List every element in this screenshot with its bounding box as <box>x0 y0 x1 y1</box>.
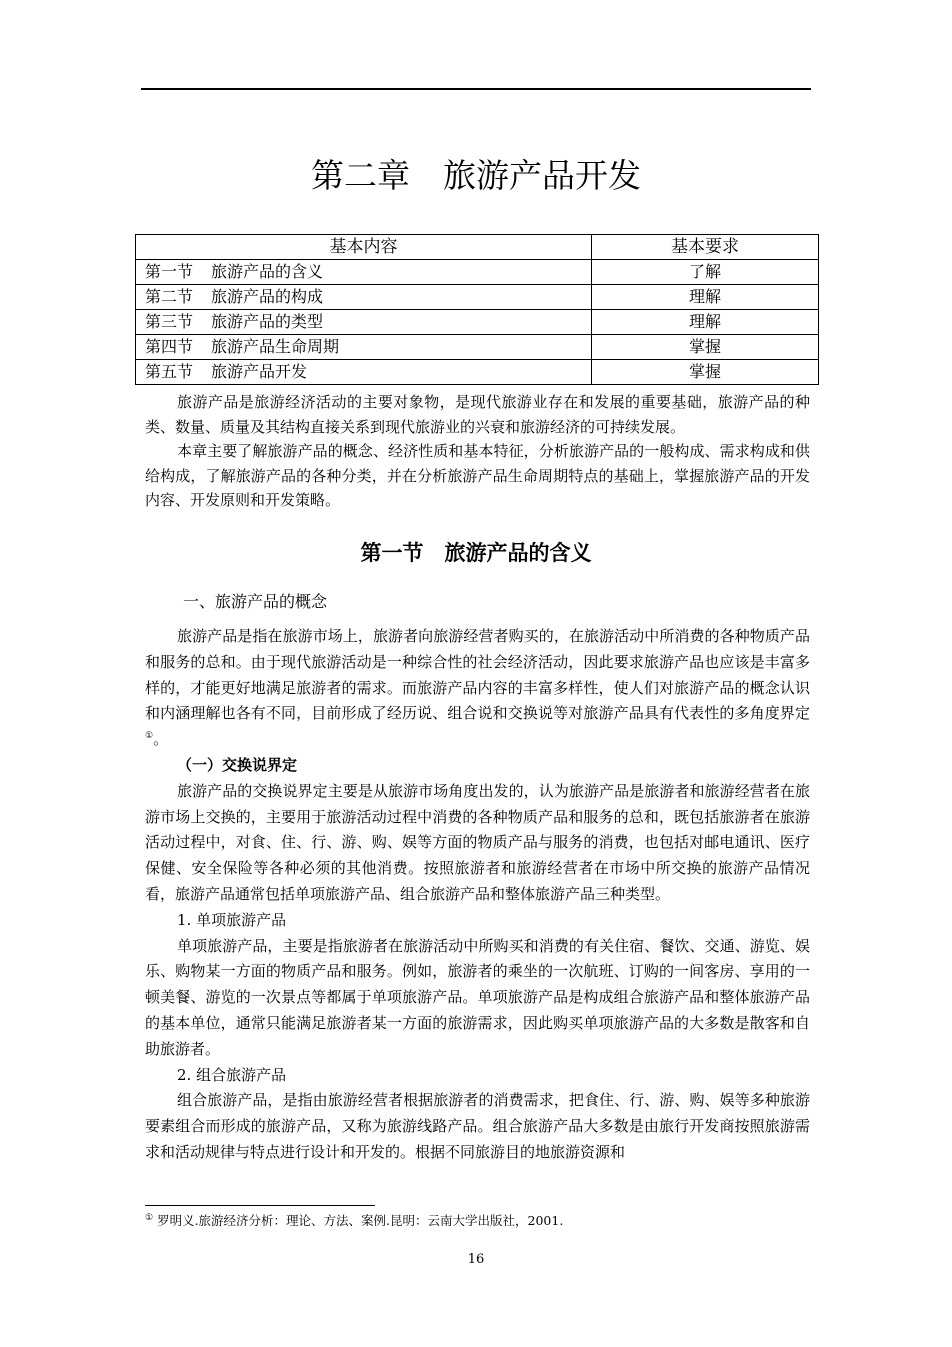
section-number: 第三节 <box>145 312 194 331</box>
table-row <box>136 360 819 385</box>
requirement-cell: 掌握 <box>592 335 819 360</box>
main-text <box>145 624 810 1166</box>
section-number: 第五节 <box>145 362 194 381</box>
table-row <box>136 310 819 335</box>
content-cell <box>136 360 592 385</box>
content-cell <box>136 335 592 360</box>
item-paragraph: 单项旅游产品，主要是指旅游者在旅游活动中所购买和消费的有关住宿、餐饮、交通、游览、娱乐、购物某一方面的物质产品和服务。例如，旅游者的乘坐的一次航班、订购的一间客房、享用的一顿美餐、游览的一次景点等都属于单项旅游产品。单项旅游产品是构成组合旅游产品和整体旅游产品的基本单位，通常只能满足旅游者某一方面的旅游需求，因此购买单项旅游产品的大多数是散客和自助旅游者。 <box>145 936 810 1058</box>
item-title: 2. 组合旅游产品 <box>177 1065 287 1084</box>
section-topic: 旅游产品开发 <box>211 362 308 381</box>
footnote-rule <box>145 1205 375 1206</box>
requirement-cell: 理解 <box>592 285 819 310</box>
item-title: 1. 单项旅游产品 <box>177 910 287 929</box>
requirements-table <box>135 234 819 385</box>
intro-paragraph: 本章主要了解旅游产品的概念、经济性质和基本特征，分析旅游产品的一般构成、需求构成和供给构成，了解旅游产品的各种分类，并在分析旅游产品生命周期特点的基础上，掌握旅游产品的开发内容、开发原则和开发策略。 <box>145 442 810 509</box>
section-topic: 旅游产品生命周期 <box>211 337 340 356</box>
chapter-title: 第二章 旅游产品开发 <box>311 156 641 195</box>
section-topic: 旅游产品的类型 <box>211 312 324 331</box>
section-title: 第一节 旅游产品的含义 <box>360 540 592 565</box>
intro-paragraph: 旅游产品是旅游经济活动的主要对象物，是现代旅游业存在和发展的重要基础，旅游产品的种类、数量、质量及其结构直接关系到现代旅游业的兴衰和旅游经济的可持续发展。 <box>145 393 810 436</box>
table-header-row <box>136 235 819 260</box>
section-number: 第一节 <box>145 262 194 281</box>
concept-text-end: 。 <box>153 730 169 749</box>
subsubsection-title: （一）交换说界定 <box>177 755 298 774</box>
header-rule <box>141 88 811 90</box>
concept-paragraph <box>145 624 810 753</box>
content-cell <box>136 260 592 285</box>
footnote-number: ① <box>145 1212 154 1223</box>
table-row <box>136 260 819 285</box>
intro-block <box>145 390 810 513</box>
subsection-title: 一、旅游产品的概念 <box>183 592 328 611</box>
column-header-content: 基本内容 <box>136 235 592 260</box>
section-topic: 旅游产品的含义 <box>211 262 324 281</box>
page-number: 16 <box>467 1252 485 1267</box>
concept-text: 旅游产品是指在旅游市场上，旅游者向旅游经营者购买的，在旅游活动中所消费的各种物质产品和服务的总和。由于现代旅游活动是一种综合性的社会经济活动，因此要求旅游产品也应该是丰富多样的，才能更好地满足旅游者的需求。而旅游产品内容的丰富多样性，使人们对旅游产品的概念认识和内涵理解也各有不同，目前形成了经历说、组合说和交换说等对旅游产品具有代表性的多角度界定 <box>145 627 810 723</box>
footnote-marker[interactable]: ① <box>145 731 154 742</box>
item-paragraph: 组合旅游产品，是指由旅游经营者根据旅游者的消费需求，把食住、行、游、购、娱等多种旅游要素组合而形成的旅游产品，又称为旅游线路产品。组合旅游产品大多数是由旅行开发商按照旅游需求和活动规律与特点进行设计和开发的。根据不同旅游目的地旅游资源和 <box>145 1091 810 1161</box>
requirement-cell: 掌握 <box>592 360 819 385</box>
section-number: 第四节 <box>145 337 194 356</box>
table-row <box>136 335 819 360</box>
footnote <box>145 1210 563 1232</box>
content-cell <box>136 285 592 310</box>
table-row <box>136 285 819 310</box>
content-cell <box>136 310 592 335</box>
requirement-cell: 了解 <box>592 260 819 285</box>
requirement-cell: 理解 <box>592 310 819 335</box>
section-number: 第二节 <box>145 287 194 306</box>
column-header-requirement: 基本要求 <box>592 235 819 260</box>
exchange-paragraph: 旅游产品的交换说界定主要是从旅游市场角度出发的，认为旅游产品是旅游者和旅游经营者在旅游市场上交换的，主要用于旅游活动过程中消费的各种物质产品和服务的总和，既包括旅游者在旅游活动过程中，对食、住、行、游、购、娱等方面的物质产品与服务的消费，也包括对邮电通讯、医疗保健、安全保险等各种必须的其他消费。按照旅游者和旅游经营者在市场中所交换的旅游产品情况看，旅游产品通常包括单项旅游产品、组合旅游产品和整体旅游产品三种类型。 <box>145 781 810 903</box>
section-topic: 旅游产品的构成 <box>211 287 324 306</box>
footnote-text: 罗明义.旅游经济分析：理论、方法、案例.昆明：云南大学出版社，2001. <box>157 1213 564 1228</box>
